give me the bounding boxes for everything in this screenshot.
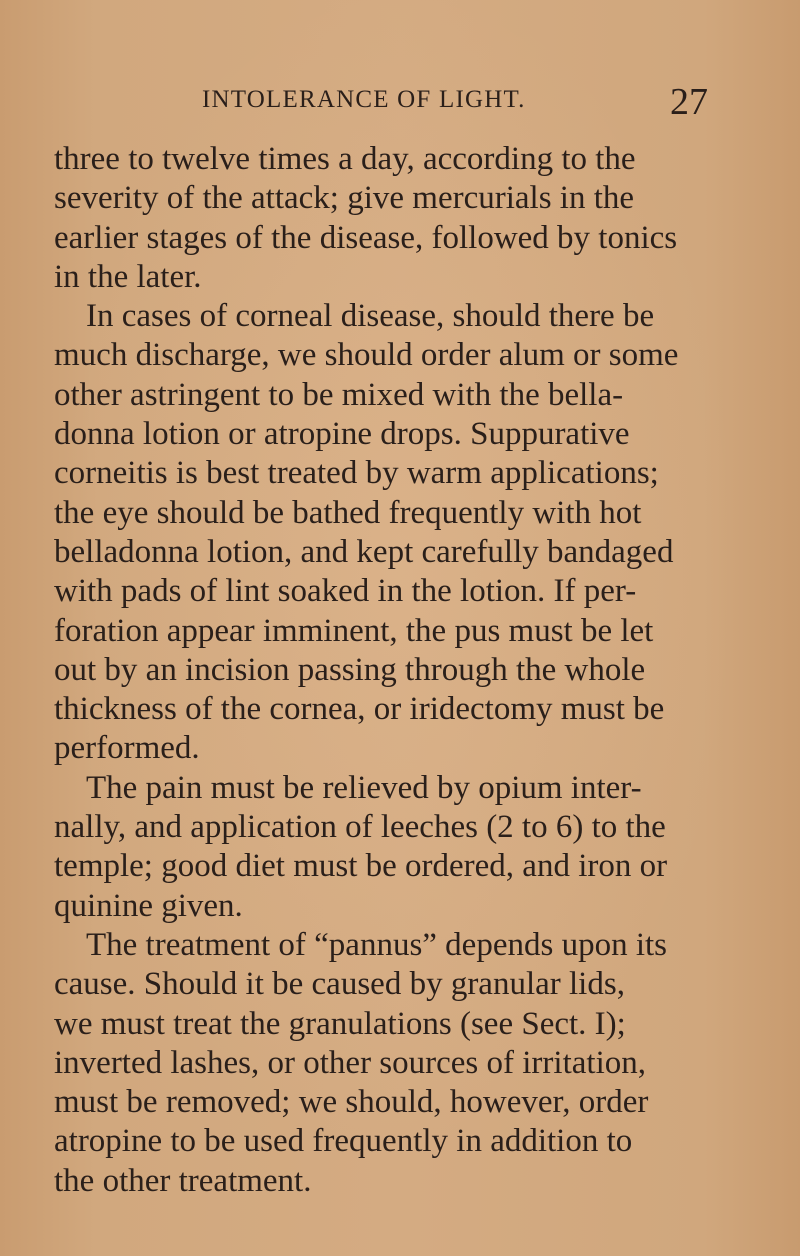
text-line: quinine given. bbox=[54, 887, 243, 924]
text-line: belladonna lotion, and kept carefully bandaged bbox=[54, 533, 674, 570]
text-line: nally, and application of leeches (2 to 6) to the bbox=[54, 809, 666, 846]
text-line: The treatment of “pannus” depends upon its bbox=[86, 926, 667, 963]
text-line: the other treatment. bbox=[54, 1162, 312, 1199]
text-line: atropine to be used frequently in addition to bbox=[54, 1123, 633, 1160]
text-line: thickness of the cornea, or iridectomy must be bbox=[54, 691, 665, 728]
text-line: earlier stages of the disease, followed by tonics bbox=[54, 219, 678, 256]
text-line: performed. bbox=[54, 730, 200, 767]
text-line: much discharge, we should order alum or some bbox=[54, 337, 679, 374]
text-line: we must treat the granulations (see Sect. I); bbox=[54, 1005, 626, 1042]
text-line: out by an incision passing through the whole bbox=[54, 651, 646, 688]
text-line: severity of the attack; give mercurials in the bbox=[54, 180, 635, 217]
text-line: three to twelve times a day, according to the bbox=[54, 141, 636, 177]
text-line: must be removed; we should, however, order bbox=[54, 1084, 649, 1121]
running-title: INTOLERANCE OF LIGHT. bbox=[202, 86, 526, 113]
text-line: other astringent to be mixed with the bella- bbox=[54, 376, 624, 413]
text-line: the eye should be bathed frequently with hot bbox=[54, 494, 642, 531]
text-line: foration appear imminent, the pus must be let bbox=[54, 612, 654, 649]
text-line: In cases of corneal disease, should there be bbox=[86, 298, 655, 335]
body-text bbox=[54, 140, 714, 1201]
text-line: temple; good diet must be ordered, and iron or bbox=[54, 848, 668, 885]
text-line: in the later. bbox=[54, 258, 202, 295]
page-number: 27 bbox=[670, 81, 708, 123]
text-line: inverted lashes, or other sources of irritation, bbox=[54, 1044, 646, 1081]
text-line: with pads of lint soaked in the lotion. If per- bbox=[54, 573, 637, 610]
text-line: corneitis is best treated by warm applications; bbox=[54, 455, 659, 492]
text-line: donna lotion or atropine drops. Suppurative bbox=[54, 416, 630, 453]
running-head bbox=[0, 82, 800, 122]
text-line: The pain must be relieved by opium inter- bbox=[86, 769, 642, 806]
text-line: cause. Should it be caused by granular lids, bbox=[54, 966, 625, 1003]
